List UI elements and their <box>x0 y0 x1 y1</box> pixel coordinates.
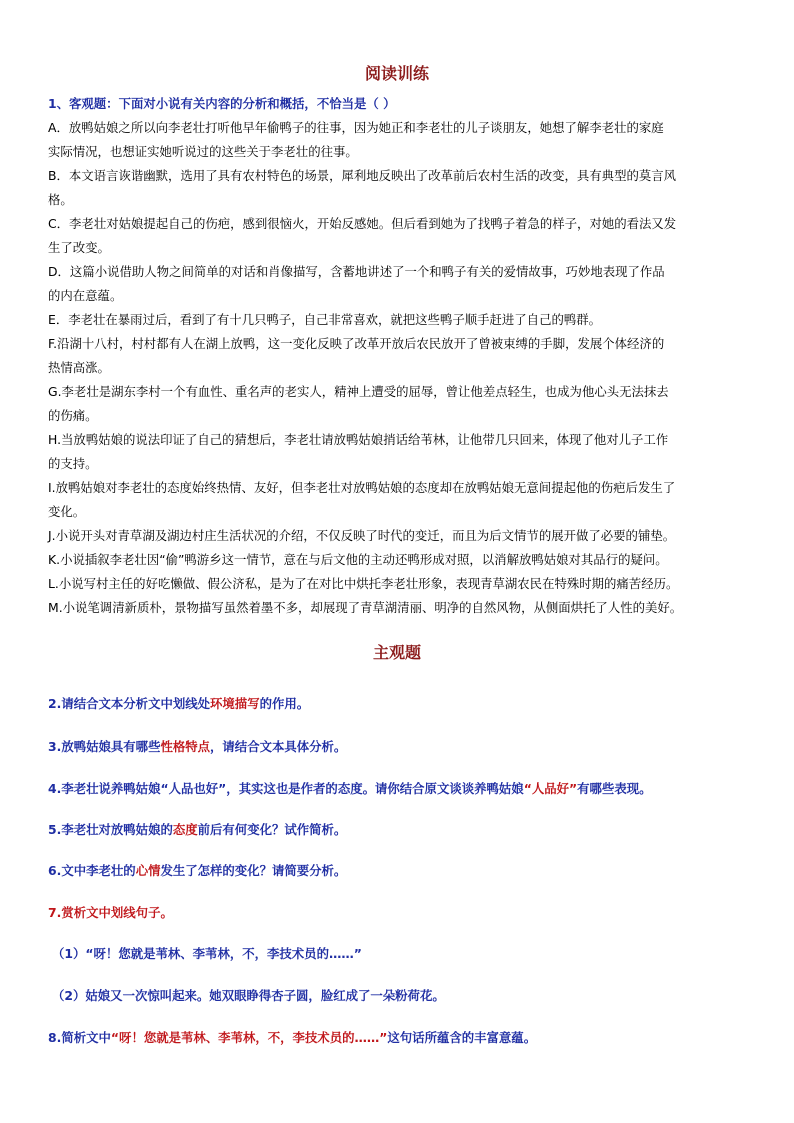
option-line: 格。 <box>48 192 73 207</box>
option-line: 生了改变。 <box>48 240 110 255</box>
subjective-title: 主观题 <box>372 643 421 662</box>
question-7-part-2: （2）姑娘又一次惊叫起来。她双眼睁得杏子圆，脸红成了一朵粉荷花。 <box>52 988 445 1003</box>
option-line: L.小说写村主任的好吃懒做、假公济私，是为了在对比中烘托李老壮形象，表现青草湖农民在特殊时期的痛苦经历。 <box>48 576 679 591</box>
option-line: B．本文语言诙谐幽默，选用了具有农村特色的场景，犀利地反映出了改革前后农村生活的改变，具有典型的莫言风 <box>48 168 677 183</box>
option-line: 的支持。 <box>48 456 98 471</box>
question-4: 4.李老壮说养鸭姑娘“人品也好”，其实这也是作者的态度。请你结合原文谈谈养鸭姑娘“人品好”有哪些表现。 <box>48 781 652 796</box>
option-line: I.放鸭姑娘对李老壮的态度始终热情、友好，但李老壮对放鸭姑娘的态度却在放鸭姑娘无意间提起他的伤疤后发生了 <box>48 480 676 495</box>
option-line: J.小说开头对青草湖及湖边村庄生活状况的介绍，不仅反映了时代的变迁，而且为后文情节的展开做了必要的铺垫。 <box>48 528 676 543</box>
option-line: F.沿湖十八村，村村都有人在湖上放鸭，这一变化反映了改革开放后农民放开了曾被束缚的手脚，发展个体经济的 <box>48 336 665 351</box>
question-7-part-1: （1）“呀！您就是苇林、李苇林，不，李技术员的……” <box>52 946 362 961</box>
option-line: 实际情况，也想证实她听说过的这些关于李老壮的往事。 <box>48 144 358 159</box>
page-title: 阅读训练 <box>364 64 429 83</box>
option-line: K.小说插叙李老壮因“偷”鸭游乡这一情节，意在与后文他的主动还鸭形成对照，以消解放鸭姑娘对其品行的疑问。 <box>48 552 668 567</box>
question-2: 2.请结合文本分析文中划线处环境描写的作用。 <box>48 696 310 711</box>
option-line: A．放鸭姑娘之所以向李老壮打听他早年偷鸭子的往事，因为她正和李老壮的儿子谈朋友，她想了解李老壮的家庭 <box>48 120 664 135</box>
option-line: G.李老壮是湖东李村一个有血性、重名声的老实人，精神上遭受的屈辱，曾让他差点轻生，也成为他心头无法抹去 <box>48 384 669 399</box>
option-line: H.当放鸭姑娘的说法印证了自己的猜想后，李老壮请放鸭姑娘捎话给苇林，让他带几只回来，体现了他对儿子工作 <box>48 432 669 447</box>
question-5: 5.李老壮对放鸭姑娘的态度前后有何变化？试作简析。 <box>48 822 347 837</box>
option-line: 变化。 <box>48 504 86 519</box>
objective-question: 1、客观题：下面对小说有关内容的分析和概括，不恰当是（ ） <box>48 96 396 111</box>
option-line: M.小说笔调清新质朴，景物描写虽然着墨不多，却展现了青草湖清丽、明净的自然风物，从侧面烘托了人性的美好。 <box>48 600 683 615</box>
option-line: C．李老壮对姑娘提起自己的伤疤，感到很恼火，开始反感她。但后看到她为了找鸭子着急的样子，对她的看法又发 <box>48 216 677 231</box>
option-line: 热情高涨。 <box>48 360 110 375</box>
option-line: E．李老壮在暴雨过后，看到了有十几只鸭子，自己非常喜欢，就把这些鸭子顺手赶进了自己的鸭群。 <box>48 312 602 327</box>
option-line: 的伤痛。 <box>48 408 98 423</box>
option-line: D．这篇小说借助人物之间简单的对话和肖像描写，含蓄地讲述了一个和鸭子有关的爱情故事，巧妙地表现了作品 <box>48 264 665 279</box>
question-3: 3.放鸭姑娘具有哪些性格特点，请结合文本具体分析。 <box>48 739 347 754</box>
question-6: 6.文中李老壮的心情发生了怎样的变化？请简要分析。 <box>48 863 347 878</box>
question-7: 7.赏析文中划线句子。 <box>48 905 173 920</box>
question-8: 8.简析文中“呀！您就是苇林、李苇林，不，李技术员的……”这句话所蕴含的丰富意蕴。 <box>48 1030 537 1045</box>
option-line: 的内在意蕴。 <box>48 288 123 303</box>
